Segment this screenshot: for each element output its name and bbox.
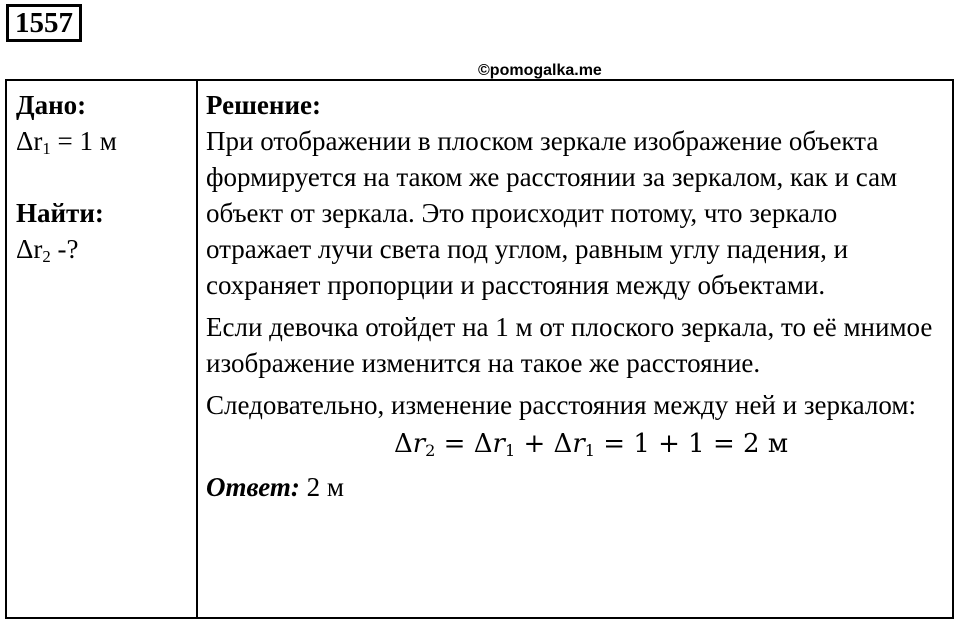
solution-paragraph-2: Если девочка отойдет на 1 м от плоского зеркала, то её мнимое изображение изменится на такое же расстояние.: [206, 312, 933, 378]
formula-t1-sub: 1: [504, 441, 516, 461]
find-item-prefix: Δr: [16, 234, 43, 264]
formula-eq: =: [435, 429, 474, 459]
find-item-suffix: -?: [50, 234, 79, 264]
formula-t2-sub: 1: [584, 441, 595, 461]
spacer: [16, 159, 192, 195]
formula-lhs-var: r: [412, 429, 426, 459]
find-item: [16, 231, 192, 267]
solution-heading: Решение:: [206, 90, 321, 120]
solution-column: [206, 87, 946, 505]
given-item-prefix: Δr: [16, 126, 43, 156]
answer-label: Ответ:: [206, 472, 300, 502]
formula-t1-delta: Δ: [473, 429, 493, 459]
given-item: [16, 123, 192, 159]
formula-plus: +: [515, 429, 554, 459]
problem-number: 1557: [6, 4, 82, 42]
answer-line: [206, 469, 946, 505]
solution-paragraph-1: При отображении в плоском зеркале изображение объекта формируется на таком же расстоянии за зеркалом, как и сам объект от зеркала. Это происходит потому, что зеркало отражает лучи света под углом, равным углу падения, и сохраняет пропорции и расстояния между объектами.: [206, 126, 898, 300]
given-heading: Дано:: [16, 90, 87, 120]
given-item-value: = 1 м: [50, 126, 117, 156]
formula: [206, 427, 946, 461]
find-item-subscript: 2: [42, 247, 51, 267]
formula-t2-var: r: [572, 429, 585, 459]
formula-rest: = 1 + 1 = 2 м: [595, 429, 789, 459]
formula-t2-delta: Δ: [553, 429, 573, 459]
task-table: [5, 79, 954, 619]
formula-t1-var: r: [492, 429, 505, 459]
given-item-subscript: 1: [42, 139, 51, 159]
column-divider: [196, 81, 198, 617]
solution-paragraph-3: Следовательно, изменение расстояния между ней и зеркалом:: [206, 390, 916, 420]
find-heading: Найти:: [16, 198, 104, 228]
watermark: ©pomogalka.me: [478, 62, 602, 79]
given-column: [16, 87, 192, 267]
formula-lhs-sub: 2: [425, 441, 436, 461]
formula-lhs-delta: Δ: [393, 429, 413, 459]
answer-value: 2 м: [299, 472, 344, 502]
